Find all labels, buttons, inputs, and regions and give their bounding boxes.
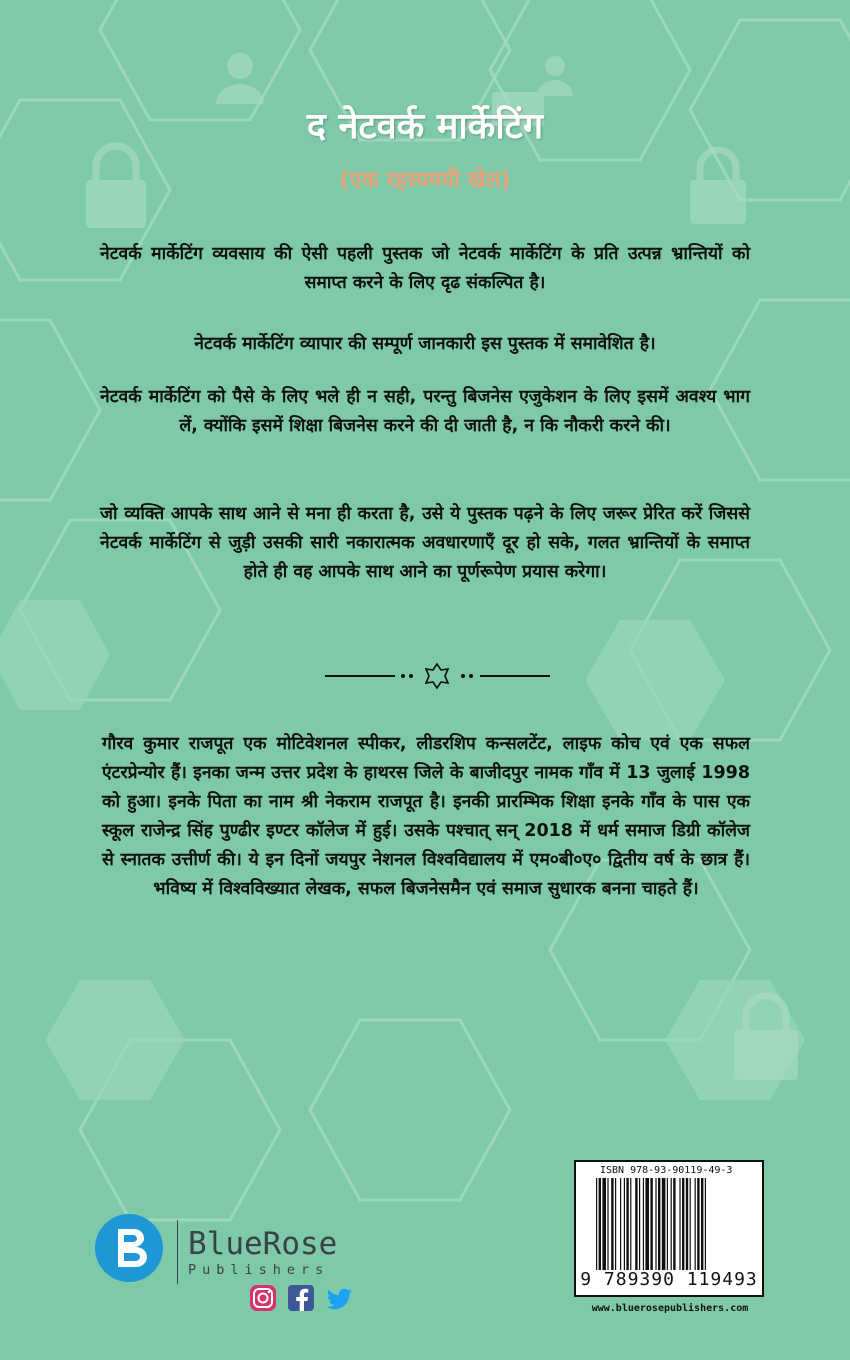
social-icons — [248, 1283, 358, 1313]
author-bio: गौरव कुमार राजपूत एक मोटिवेशनल स्पीकर, लीडरशिप कन्सलटेंट, लाइफ कोच एवं एक सफल एंटरप्रेन्योर हैं। इनका जन्म उत्तर प्रदेश के हाथरस जिले के बाजीदपुर नामक गाँव में 13 जुलाई 1998 को हुआ। इनके पिता का नाम श्री नेकराम राजपूत है। इनकी प्रारम्भिक शिक्षा इनके गाँव के पास एक स्कूल राजेन्द्र सिंह पुण्ढीर इण्टर कॉलेज में हुई। उसके पश्चात् सन् 2018 में धर्म समाज डिग्री कॉलेज से स्नातक उत्तीर्ण की। ये इन दिनों जयपुर नेशनल विश्वविद्यालय में एम०बी०ए० द्वितीय वर्ष के छात्र हैं। भविष्य में विश्वविख्यात लेखक, सफल बिजनेसमैन एवं समाज सुधारक बनना चाहते हैं। — [102, 734, 750, 899]
book-subtitle: (एक रहस्यमयी खेल) — [339, 168, 511, 193]
blurb-paragraph-3: नेटवर्क मार्केटिंग को पैसे के लिए भले ही न सही, परन्तु बिजनेस एजुकेशन के लिए इसमें अवश्य भाग लें, क्योंकि इसमें शिक्षा बिजनेस करने की दी जाती है, न कि नौकरी करने की। — [100, 387, 750, 436]
twitter-icon[interactable] — [327, 1289, 352, 1310]
barcode-box — [574, 1160, 764, 1297]
bluerose-logo-icon — [94, 1213, 164, 1283]
blurb-paragraph-4: जो व्यक्ति आपके साथ आने से मना ही करता है, उसे ये पुस्तक पढ़ने के लिए जरूर प्रेरित करें जिससे नेटवर्क मार्केटिंग से जुड़ी उसकी सारी नकारात्मक अवधारणाएँ दूर हो सके, गलत भ्रान्तियों के समाप्त होते ही वह आपके साथ आने का पूर्णरूपेण प्रयास करेगा। — [100, 504, 750, 582]
logo-separator — [176, 1220, 179, 1284]
publisher-name: BlueRose — [188, 1226, 338, 1262]
isbn-label: ISBN 978-93-90119-49-3 — [600, 1165, 733, 1176]
blurb-paragraph-1: नेटवर्क मार्केटिंग व्यवसाय की ऐसी पहली पुस्तक जो नेटवर्क मार्केटिंग के प्रति उत्पन्न भ्रान्तियों को समाप्त करने के लिए दृढ संकल्पित है। — [100, 244, 750, 293]
blurb-paragraph-2: नेटवर्क मार्केटिंग व्यापार की सम्पूर्ण जानकारी इस पुस्तक में समावेशित है। — [194, 334, 656, 354]
isbn-digits: 9 789390 119493 — [580, 1269, 758, 1290]
book-title: द नेटवर्क मार्केटिंग — [306, 106, 544, 147]
publisher-sub: Publishers — [188, 1262, 330, 1278]
instagram-icon[interactable] — [250, 1285, 276, 1311]
facebook-icon[interactable] — [288, 1285, 314, 1311]
barcode-icon — [594, 1178, 744, 1270]
publisher-brand — [188, 1228, 337, 1278]
ornamental-divider — [325, 662, 550, 690]
publisher-website[interactable]: www.bluerosepublishers.com — [591, 1303, 749, 1314]
